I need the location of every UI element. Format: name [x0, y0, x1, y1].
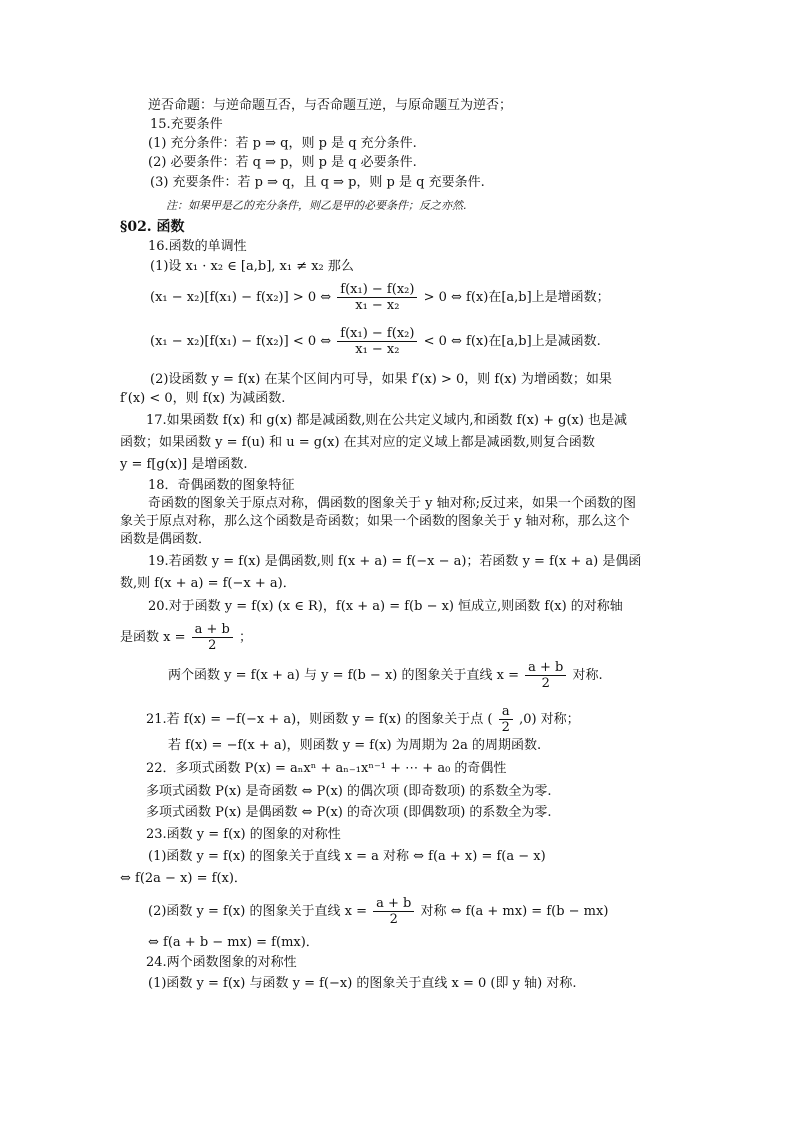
note-line: 注：如果甲是乙的充分条件，则乙是甲的必要条件；反之亦然.	[166, 199, 467, 212]
formula-right: < 0 ⇔ f(x)在[a,b]上是减函数.	[423, 334, 601, 349]
formula-line	[168, 660, 603, 691]
text-line: 数,则 f(x + a) = f(−x + a)．	[120, 576, 296, 591]
formula-left: (x₁ − x₂)[f(x₁) − f(x₂)] > 0 ⇔	[150, 290, 332, 305]
fraction-denominator: x₁ − x₂	[355, 342, 400, 357]
fraction-denominator: 2	[501, 720, 510, 735]
formula-right: 对称 ⇔ f(a + mx) = f(b − mx)	[420, 904, 609, 919]
text-line: 多项式函数 P(x) 是偶函数 ⇔ P(x) 的奇次项 (即偶数项) 的系数全为零.	[146, 805, 552, 820]
formula-right: 对称.	[572, 668, 603, 683]
formula-right: ,0) 对称；	[519, 712, 580, 727]
section-heading: 22．多项式函数 P(x) = aₙxⁿ + aₙ₋₁xⁿ⁻¹ + ⋯ + a₀ 的奇偶性	[146, 761, 507, 776]
text-line: y = f[g(x)] 是增函数.	[120, 457, 248, 472]
text-line: (1) 充分条件：若 p ⇒ q，则 p 是 q 充分条件.	[148, 136, 417, 151]
fraction-numerator: a + b	[373, 896, 414, 912]
fraction-denominator: 2	[208, 638, 217, 653]
text-line: 19.若函数 y = f(x) 是偶函数,则 f(x + a) = f(−x − a)；若函数 y = f(x + a) 是偶函	[148, 554, 642, 569]
text-line: 函数；如果函数 y = f(u) 和 u = g(x) 在其对应的定义域上都是减函数,则复合函数	[120, 435, 595, 450]
text-line: f′(x) < 0，则 f(x) 为减函数.	[120, 391, 286, 406]
formula-line	[150, 326, 601, 357]
fraction	[192, 622, 233, 653]
section-heading: 23.函数 y = f(x) 的图象的对称性	[146, 827, 341, 842]
text-line: 20.对于函数 y = f(x) (x ∈ R)，f(x + a) = f(b − x) 恒成立,则函数 f(x) 的对称轴	[148, 599, 623, 614]
text-line: (1)设 x₁ · x₂ ∈ [a,b], x₁ ≠ x₂ 那么	[150, 259, 354, 274]
fraction-numerator: f(x₁) − f(x₂)	[337, 326, 417, 342]
formula-line	[120, 622, 252, 653]
text-line: 奇函数的图象关于原点对称，偶函数的图象关于 y 轴对称;反过来，如果一个函数的图	[148, 496, 636, 511]
fraction-numerator: a + b	[525, 660, 566, 676]
formula-line	[150, 282, 610, 313]
text-line: (3) 充要条件：若 p ⇒ q，且 q ⇒ p，则 p 是 q 充要条件.	[150, 175, 485, 190]
text-line: (2) 必要条件：若 q ⇒ p，则 p 是 q 必要条件.	[148, 155, 417, 170]
fraction-numerator: f(x₁) − f(x₂)	[337, 282, 417, 298]
text-line: (1)函数 y = f(x) 与函数 y = f(−x) 的图象关于直线 x = 0 (即 y 轴) 对称.	[148, 976, 577, 991]
fraction	[525, 660, 566, 691]
text-line: 多项式函数 P(x) 是奇函数 ⇔ P(x) 的偶次项 (即奇数项) 的系数全为零.	[146, 784, 552, 799]
fraction-numerator: a	[499, 704, 513, 720]
text-line: 象关于原点对称，那么这个函数是奇函数；如果一个函数的图象关于 y 轴对称，那么这个	[120, 514, 630, 529]
section-heading: 16.函数的单调性	[148, 239, 247, 254]
fraction	[337, 282, 417, 313]
chapter-heading: §02. 函数	[120, 219, 185, 235]
section-heading: 15.充要条件	[150, 117, 223, 132]
formula-left: (x₁ − x₂)[f(x₁) − f(x₂)] < 0 ⇔	[150, 334, 332, 349]
formula-line	[148, 896, 608, 927]
formula-line	[146, 704, 580, 735]
section-heading: 18．奇偶函数的图象特征	[148, 478, 295, 493]
text-line: 17.如果函数 f(x) 和 g(x) 都是减函数,则在公共定义域内,和函数 f(x) + g(x) 也是减	[146, 413, 628, 428]
text-line: (1)函数 y = f(x) 的图象关于直线 x = a 对称 ⇔ f(a + x) = f(a − x)	[148, 849, 546, 864]
text-line: 函数是偶函数．	[120, 532, 212, 547]
fraction-denominator: x₁ − x₂	[355, 298, 400, 313]
section-heading: 24.两个函数图象的对称性	[146, 955, 297, 970]
text-line: (2)设函数 y = f(x) 在某个区间内可导，如果 f′(x) > 0，则 f(x) 为增函数；如果	[150, 372, 612, 387]
formula-left: (2)函数 y = f(x) 的图象关于直线 x =	[148, 904, 367, 919]
text-line: ⇔ f(a + b − mx) = f(mx)．	[148, 935, 319, 950]
fraction	[499, 704, 513, 735]
fraction-denominator: 2	[541, 676, 550, 691]
fraction	[337, 326, 417, 357]
fraction	[373, 896, 414, 927]
fraction-denominator: 2	[389, 912, 398, 927]
formula-right: ；	[239, 630, 253, 645]
formula-left: 21.若 f(x) = −f(−x + a)，则函数 y = f(x) 的图象关于点 (	[146, 712, 493, 727]
formula-left: 是函数 x =	[120, 630, 186, 645]
formula-left: 两个函数 y = f(x + a) 与 y = f(b − x) 的图象关于直线 x =	[168, 668, 519, 683]
text-line: 若 f(x) = −f(x + a)，则函数 y = f(x) 为周期为 2a 的周期函数.	[168, 738, 542, 753]
text-line: ⇔ f(2a − x) = f(x)．	[120, 871, 247, 886]
text-line: 逆否命题：与逆命题互否，与否命题互逆，与原命题互为逆否；	[148, 98, 513, 113]
formula-right: > 0 ⇔ f(x)在[a,b]上是增函数；	[423, 290, 610, 305]
fraction-numerator: a + b	[192, 622, 233, 638]
